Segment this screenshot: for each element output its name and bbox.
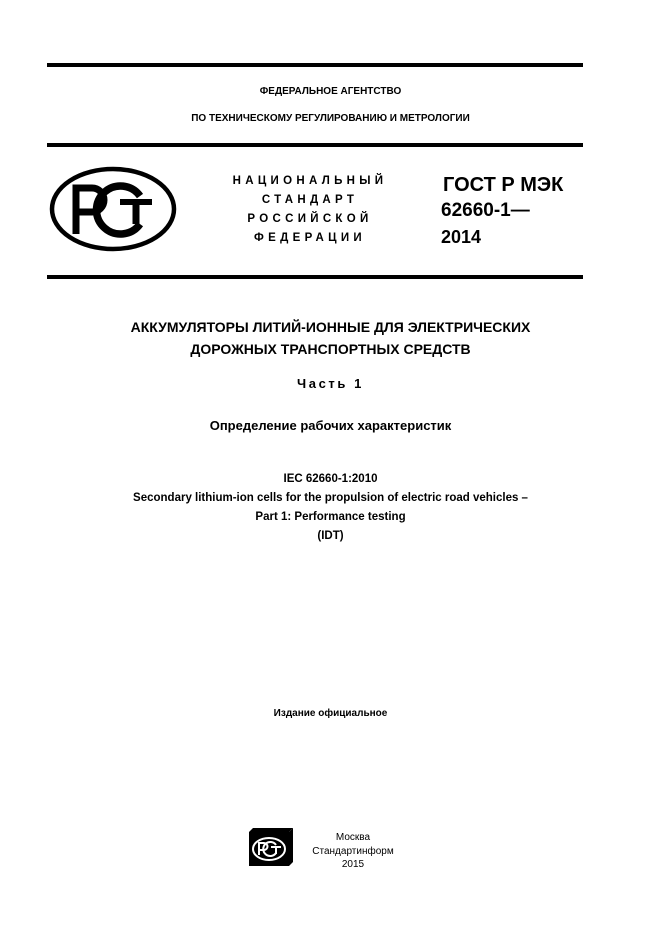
agency-line-2: ПО ТЕХНИЧЕСКОМУ РЕГУЛИРОВАНИЮ И МЕТРОЛОГИИ [191,113,470,124]
designation-line-1: ГОСТ Р МЭК [443,174,564,196]
standard-type-line-3: РОССИЙСКОЙ [247,213,373,225]
imprint-year: 2015 [341,859,365,870]
equivalence-degree: (IDT) [317,530,344,542]
standard-type-line-1: НАЦИОНАЛЬНЫЙ [232,175,388,187]
standartinform-mark-icon [249,828,293,866]
top-rule [47,63,583,67]
designation-line-3: 2014 [441,227,482,247]
imprint-publisher: Стандартинформ [312,845,394,857]
agency-line-1: ФЕДЕРАЛЬНОЕ АГЕНТСТВО [259,86,402,97]
rst-certification-mark-icon [48,166,178,252]
header-rule [47,143,583,147]
standard-type-line-2: СТАНДАРТ [261,194,359,206]
title-block-rule [47,275,583,279]
imprint-city: Москва [335,832,371,843]
iec-code: IEC 62660-1:2010 [283,473,378,485]
title-line-2: ДОРОЖНЫХ ТРАНСПОРТНЫХ СРЕДСТВ [190,341,471,357]
standard-type-line-4: ФЕДЕРАЦИИ [254,232,366,244]
part-number: Часть 1 [297,376,364,391]
document-subtitle: Определение рабочих характеристик [209,418,452,433]
international-standard-reference [0,470,661,546]
title-line-1: АККУМУЛЯТОРЫ ЛИТИЙ-ИОННЫЕ ДЛЯ ЭЛЕКТРИЧЕСКИХ [130,319,531,335]
standard-designation [441,172,563,250]
iec-title-line-2: Part 1: Performance testing [255,511,406,523]
document-title [0,316,661,360]
edition-label: Издание официальное [273,708,388,719]
iec-title-line-1: Secondary lithium-ion cells for the propulsion of electric road vehicles – [133,492,528,504]
imprint [308,831,398,872]
standard-type [205,172,415,248]
designation-line-2: 62660-1— [441,200,530,221]
